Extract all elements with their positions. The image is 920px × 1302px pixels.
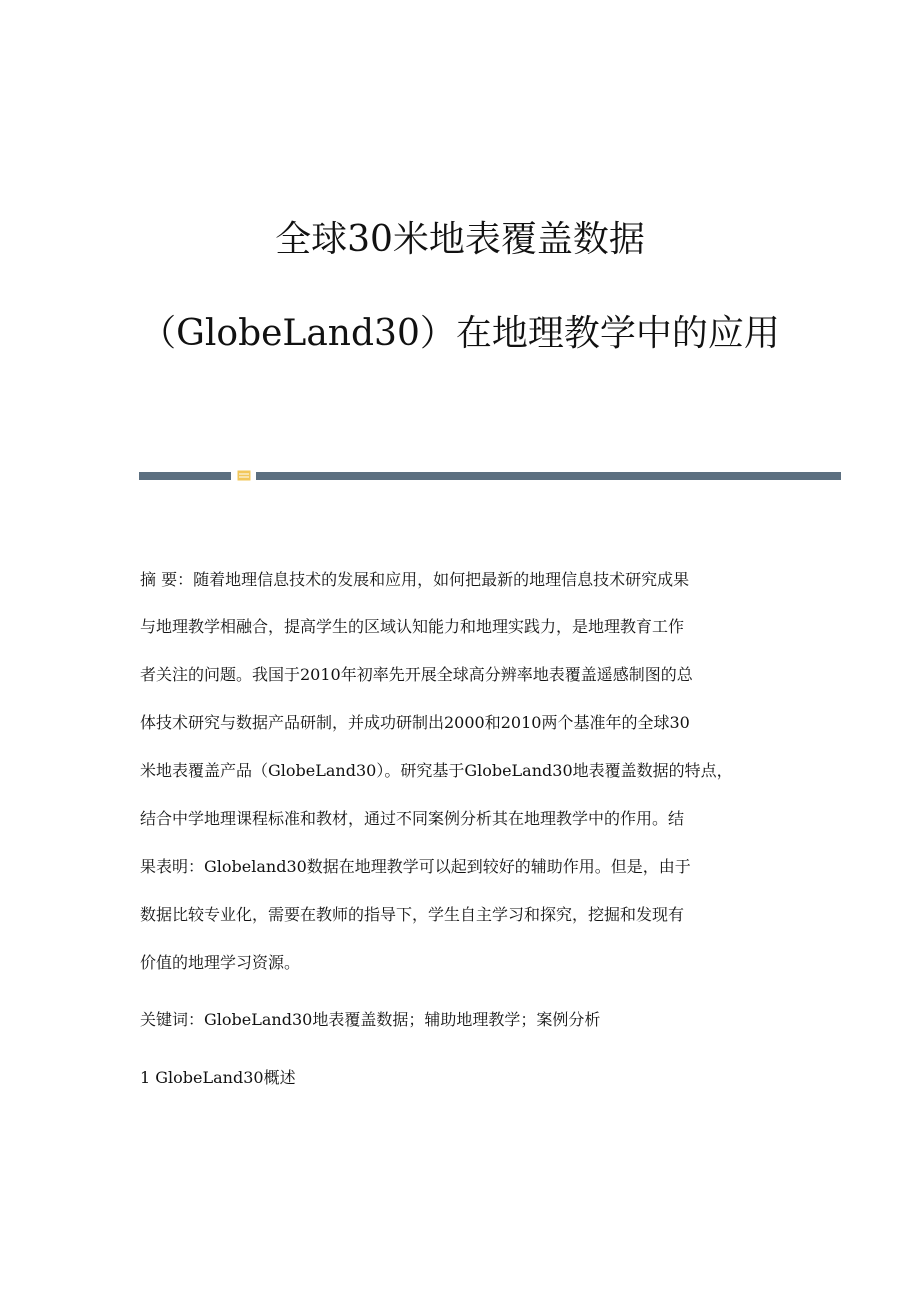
abstract-line: 数据比较专业化，需要在教师的指导下，学生自主学习和探究，挖掘和发现有 (140, 905, 685, 924)
title-line-2: （GlobeLand30）在地理教学中的应用 (140, 313, 780, 354)
abstract-line: 者关注的问题。我国于2010年初率先开展全球高分辨率地表覆盖遥感制图的总 (140, 665, 693, 684)
abstract-line: 与地理教学相融合，提高学生的区域认知能力和地理实践力，是地理教育工作 (140, 617, 685, 636)
divider-ornament-icon (236, 469, 252, 482)
title-line-1: 全球30米地表覆盖数据 (275, 219, 645, 260)
abstract-line: 米地表覆盖产品（GlobeLand30）。研究基于GlobeLand30地表覆盖数据的特点， (140, 761, 733, 780)
abstract-line: 价值的地理学习资源。 (140, 953, 301, 972)
decorative-divider (139, 468, 841, 484)
abstract-line: 结合中学地理课程标准和教材，通过不同案例分析其在地理教学中的作用。结 (140, 809, 685, 828)
abstract-line: 摘 要：随着地理信息技术的发展和应用，如何把最新的地理信息技术研究成果 (140, 570, 690, 589)
divider-bar-right (256, 472, 841, 480)
keywords: 关键词：GlobeLand30地表覆盖数据；辅助地理教学；案例分析 (140, 1010, 601, 1029)
abstract-line: 果表明：Globeland30数据在地理教学可以起到较好的辅助作用。但是，由于 (140, 857, 691, 876)
abstract-line: 体技术研究与数据产品研制，并成功研制出2000和2010两个基准年的全球30 (140, 713, 690, 732)
section-heading: 1 GlobeLand30概述 (140, 1068, 296, 1087)
divider-bar-left (139, 472, 231, 480)
